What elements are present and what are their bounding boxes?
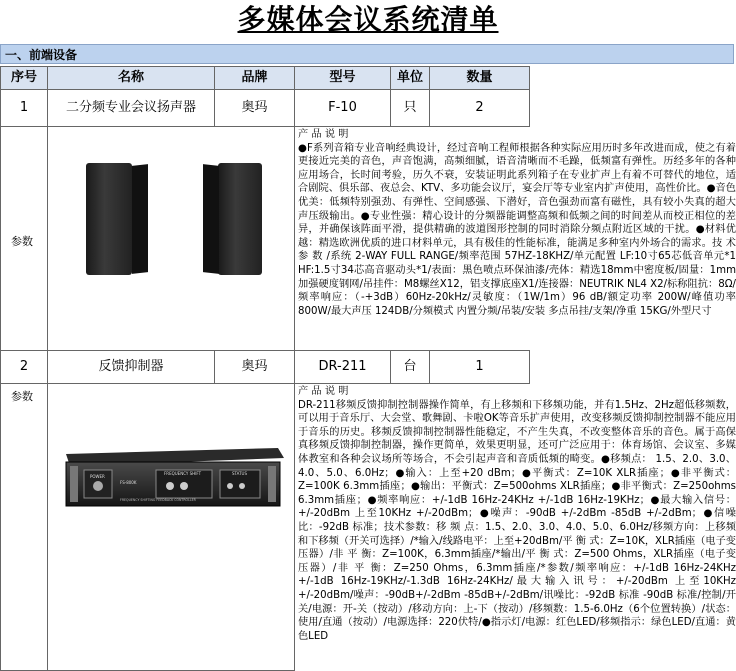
row1-name: 二分频专业会议扬声器 [47, 89, 215, 127]
row1-description [298, 128, 736, 350]
device-image [60, 444, 286, 510]
row1-brand: 奥玛 [214, 89, 295, 127]
row2-image-cell [47, 383, 295, 671]
row2-param-label: 参数 [11, 390, 33, 403]
header-unit: 单位 [390, 66, 430, 90]
header-brand: 品牌 [214, 66, 295, 90]
header-no: 序号 [0, 66, 48, 90]
svg-text:FREQUENCY SHIFTING FEEDBACK CO: FREQUENCY SHIFTING FEEDBACK CONTROLLER [120, 498, 196, 502]
row1-desc-body: ●F系列音箱专业音响经典设计，经过音响工程师根据各种实际应用历时多年改进而成，使之有着更接近完美的音色，声音饱满，高频细腻，语音清晰而不毛躁，低频富有弹性。历经多年的各种应用场合，长时间考验，历久不衰，安装证明此系列箱子在专业扩声上有着不可替代的地位，适合剧院、俱乐部、夜总会、KTV、多功能会议厅，宴会厅等专业室内扩声使用，高性价比。●音色优美：低频特别强劲、有弹性、空间感强、下潜好，音色强劲而富有磁性，具有较小失真的超大声压级输出。●专业性强：精心设计的分频器能调整高频和低频之间的时间差从而校正相位的差异，并确保该阵面平滑，提供精确的波道图形控制的同时消除分频点附近区域的干扰。●材料优越：精选欧洲优质的进口材料单元，具有极佳的性能标准，能满足多种室内外场合的需求。技 术 参 数 /系统 2-WAY FULL RANGE/频率范围 57HZ-18KHZ/单元配置 LF:10寸65芯低音单元*1 HF:1.5寸34芯高音驱动头*1/表面：黑色喷点环保油漆/壳体：精选18mm中密度板/固量：1mm加强硬度钢网/吊挂件：M8螺丝X12，铝支撑底座X1/连接器：NEUTRIK NL4 X2/标称阻抗：8Ω/频率响应：（-+3dB）60Hz-20kHz/灵敏度：（1W/1m）96 dB/额定功率 200W/峰值功率 800W/最大声压 124DB/分频模式 内置分频/吊装/安装 多点吊挂/支架/净重 15KG/外型尺寸 [298, 142, 736, 317]
row2-desc-title: 产 品 说 明 [298, 386, 349, 397]
row1-desc-title: 产 品 说 明 [298, 129, 349, 140]
header-model: 型号 [294, 66, 391, 90]
svg-text:FREQUENCY SHIFT: FREQUENCY SHIFT [164, 471, 202, 476]
row1-model: F-10 [294, 89, 391, 127]
row2-qty: 1 [429, 350, 530, 384]
row2-unit: 台 [390, 350, 430, 384]
row2-brand: 奥玛 [214, 350, 295, 384]
svg-text:FS-800K: FS-800K [120, 480, 137, 485]
header-name: 名称 [47, 66, 215, 90]
row2-no: 2 [0, 350, 48, 384]
row2-desc-body: DR-211移频反馈抑制控制器操作简单，有上移频和下移频功能，并有1.5Hz、2Hz超低移频数，可以用于音乐厅、大会堂、歌舞剧、卡啦OK等音乐扩声使用，改变移频反馈抑制控制器不能应用于音乐的历史。移频反馈抑制控制器性能稳定，不产生失真，不改变整体音乐的音色。属于高保真移频反馈抑制控制器，操作更简单，效果更明显，还可广泛应用于：体育场馆、会议室、多媒体教室和各种会议场所等场合，不会引起声音和音质低频的畸变。●移频点： 1.5、2.0、3.0、4.0、5.0、6.0Hz；●输入：上至+20 dBm；●平衡式：Z=10K XLR插座；●非平衡式：Z=100K 6.3mm插座；●输出：平衡式：Z=500ohms XLR插座；●非平衡式：Z=250ohms 6.3mm插座；●频率响应：+/-1dB 16Hz-24KHz +/-1dB 16Hz-19KHz；●最大输入信号：+/-20dBm 上至10KHz +/-20dBm；●噪声：-90dB +/-2dBm -85dB +/-2dBm；●信噪比：-92dB 标准；技术参数：移 频 点：1.5、2.0、3.0、4.0、5.0、6.0Hz/移频方向：上移频和下移频（开关可选择）/*输入/线路电平：上至+20dBm/平 衡 式：Z=10K，XLR插座（电子变压器）/非 平 衡：Z=100K，6.3mm插座/*输出/平 衡 式：Z=500 Ohms，XLR插座（电子变压器）/非 平 衡：Z=250 Ohms，6.3mm插座/*参数/频率响应：+/-1dB 16Hz-24KHz +/-1dB 16Hz-19KHz/-1.3dB 16Hz-24KHz/最大输入讯号：+/-20dBm 上至10KHz +/-20dBm/噪声：-90dB+/-2dBm -85dB+/-2dBm/讯噪比：-92dB 标准 -90dB 标准/控制/开关/电源：开-关（按动）/移动方向：上-下（按动）/移频数：1.5-6.0Hz（6个位置转换）/状态：使用/直通（按动）/电源选择：220伏特/●指示灯/电源：红色LED/移频指示：绿色LED/直通：黄色LED [298, 399, 736, 642]
row2-description [298, 385, 736, 671]
row2-param-cell [0, 383, 48, 671]
section-header: 一、前端设备 [0, 44, 734, 64]
row1-unit: 只 [390, 89, 430, 127]
header-qty: 数量 [429, 66, 530, 90]
svg-text:POWER: POWER [90, 474, 105, 479]
row1-param-label: 参数 [11, 235, 33, 248]
row1-no: 1 [0, 89, 48, 127]
svg-text:STATUS: STATUS [232, 471, 248, 476]
row1-qty: 2 [429, 89, 530, 127]
row2-name: 反馈抑制器 [47, 350, 215, 384]
row1-image-cell [47, 126, 295, 351]
row2-model: DR-211 [294, 350, 391, 384]
row1-param-cell [0, 126, 48, 351]
page-title: 多媒体会议系统清单 [237, 3, 499, 36]
